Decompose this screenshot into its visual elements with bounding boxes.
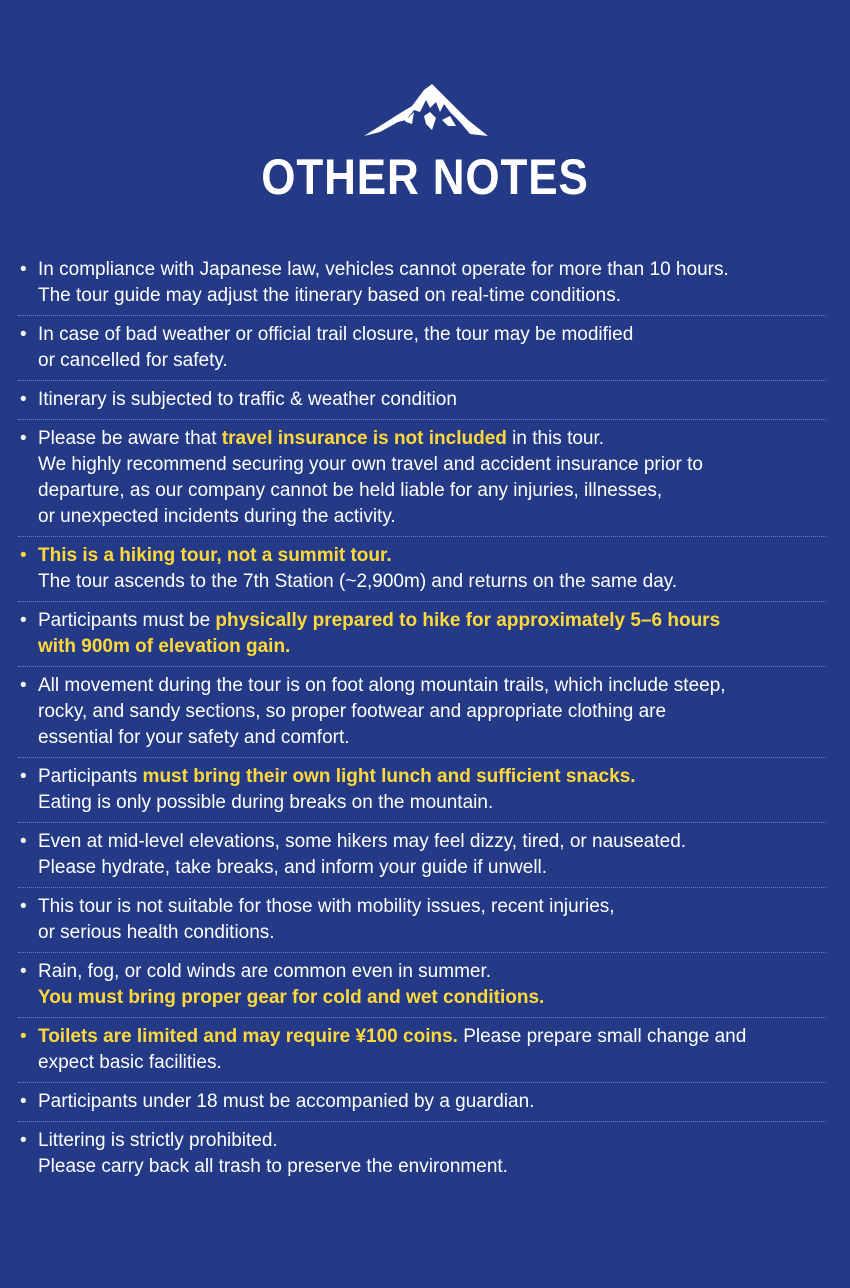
highlight-text: Toilets are limited and may require ¥100 coins. xyxy=(38,1026,458,1047)
bullet-icon: • xyxy=(20,1130,27,1151)
note-item xyxy=(18,953,826,1018)
note-line xyxy=(38,1128,826,1154)
note-line xyxy=(38,790,826,816)
note-text: The tour guide may adjust the itinerary based on real-time conditions. xyxy=(38,285,621,306)
note-item xyxy=(18,420,826,537)
note-line xyxy=(38,569,826,595)
bullet-icon: • xyxy=(20,766,27,787)
note-line xyxy=(38,829,826,855)
note-text: expect basic facilities. xyxy=(38,1052,222,1073)
mountain-icon xyxy=(362,82,490,138)
note-line xyxy=(38,959,826,985)
notes-list xyxy=(18,251,826,1186)
note-text: All movement during the tour is on foot along mountain trails, which include steep, xyxy=(38,675,726,696)
highlight-text: travel insurance is not included xyxy=(221,428,507,449)
note-text: Participants must be xyxy=(38,610,216,631)
bullet-icon: • xyxy=(20,545,27,566)
note-item xyxy=(18,381,826,420)
note-text: Please carry back all trash to preserve the environment. xyxy=(38,1156,508,1177)
note-text: Please prepare small change and xyxy=(457,1026,747,1047)
bullet-icon: • xyxy=(20,428,27,449)
note-text: This tour is not suitable for those with mobility issues, recent injuries, xyxy=(38,896,615,917)
bullet-icon: • xyxy=(20,324,27,345)
note-line xyxy=(38,673,826,699)
note-line xyxy=(38,387,826,413)
note-item xyxy=(18,667,826,758)
note-line xyxy=(38,283,826,309)
note-text: or cancelled for safety. xyxy=(38,350,228,371)
note-text: Participants xyxy=(38,766,143,787)
note-line xyxy=(38,764,826,790)
note-text: essential for your safety and comfort. xyxy=(38,727,350,748)
note-item xyxy=(18,888,826,953)
note-item xyxy=(18,1083,826,1122)
highlight-text: This is a hiking tour, not a summit tour. xyxy=(38,545,392,566)
note-item xyxy=(18,1018,826,1083)
bullet-icon: • xyxy=(20,831,27,852)
note-item xyxy=(18,1122,826,1186)
note-item xyxy=(18,537,826,602)
note-item xyxy=(18,316,826,381)
bullet-icon: • xyxy=(20,389,27,410)
bullet-icon: • xyxy=(20,961,27,982)
bullet-icon: • xyxy=(20,1091,27,1112)
note-text: In case of bad weather or official trail closure, the tour may be modified xyxy=(38,324,634,345)
note-line xyxy=(38,1024,826,1050)
highlight-text: must bring their own light lunch and sufficient snacks. xyxy=(142,766,636,787)
note-text: The tour ascends to the 7th Station (~2,900m) and returns on the same day. xyxy=(38,571,678,592)
note-line xyxy=(38,699,826,725)
bullet-icon: • xyxy=(20,675,27,696)
bullet-icon: • xyxy=(20,1026,27,1047)
note-line xyxy=(38,855,826,881)
note-text: or unexpected incidents during the activity. xyxy=(38,506,396,527)
note-line xyxy=(38,1050,826,1076)
note-line xyxy=(38,920,826,946)
note-text: Littering is strictly prohibited. xyxy=(38,1130,278,1151)
note-text: Participants under 18 must be accompanied by a guardian. xyxy=(38,1091,535,1112)
note-text: In compliance with Japanese law, vehicles cannot operate for more than 10 hours. xyxy=(38,259,729,280)
note-item xyxy=(18,251,826,316)
note-line xyxy=(38,1089,826,1115)
note-line xyxy=(38,985,826,1011)
note-line xyxy=(38,426,826,452)
highlight-text: with 900m of elevation gain. xyxy=(38,636,291,657)
note-line xyxy=(38,634,826,660)
note-text: departure, as our company cannot be held liable for any injuries, illnesses, xyxy=(38,480,663,501)
note-text: Eating is only possible during breaks on the mountain. xyxy=(38,792,494,813)
note-line xyxy=(38,452,826,478)
note-text: Rain, fog, or cold winds are common even in summer. xyxy=(38,961,492,982)
note-item xyxy=(18,823,826,888)
note-line xyxy=(38,322,826,348)
note-text: rocky, and sandy sections, so proper footwear and appropriate clothing are xyxy=(38,701,667,722)
note-line xyxy=(38,504,826,530)
note-line xyxy=(38,257,826,283)
bullet-icon: • xyxy=(20,610,27,631)
page-title: OTHER NOTES xyxy=(261,149,589,205)
note-text: Please be aware that xyxy=(38,428,222,449)
note-text: We highly recommend securing your own travel and accident insurance prior to xyxy=(38,454,703,475)
note-text: in this tour. xyxy=(506,428,605,449)
note-line xyxy=(38,348,826,374)
note-line xyxy=(38,543,826,569)
highlight-text: You must bring proper gear for cold and wet conditions. xyxy=(38,987,545,1008)
note-text: Itinerary is subjected to traffic & weather condition xyxy=(38,389,457,410)
note-line xyxy=(38,608,826,634)
note-line xyxy=(38,478,826,504)
highlight-text: physically prepared to hike for approximately 5–6 hours xyxy=(215,610,721,631)
bullet-icon: • xyxy=(20,896,27,917)
note-line xyxy=(38,1154,826,1180)
note-line xyxy=(38,894,826,920)
bullet-icon: • xyxy=(20,259,27,280)
note-item xyxy=(18,602,826,667)
note-text: or serious health conditions. xyxy=(38,922,275,943)
note-text: Please hydrate, take breaks, and inform your guide if unwell. xyxy=(38,857,548,878)
note-line xyxy=(38,725,826,751)
note-text: Even at mid-level elevations, some hikers may feel dizzy, tired, or nauseated. xyxy=(38,831,687,852)
note-item xyxy=(18,758,826,823)
